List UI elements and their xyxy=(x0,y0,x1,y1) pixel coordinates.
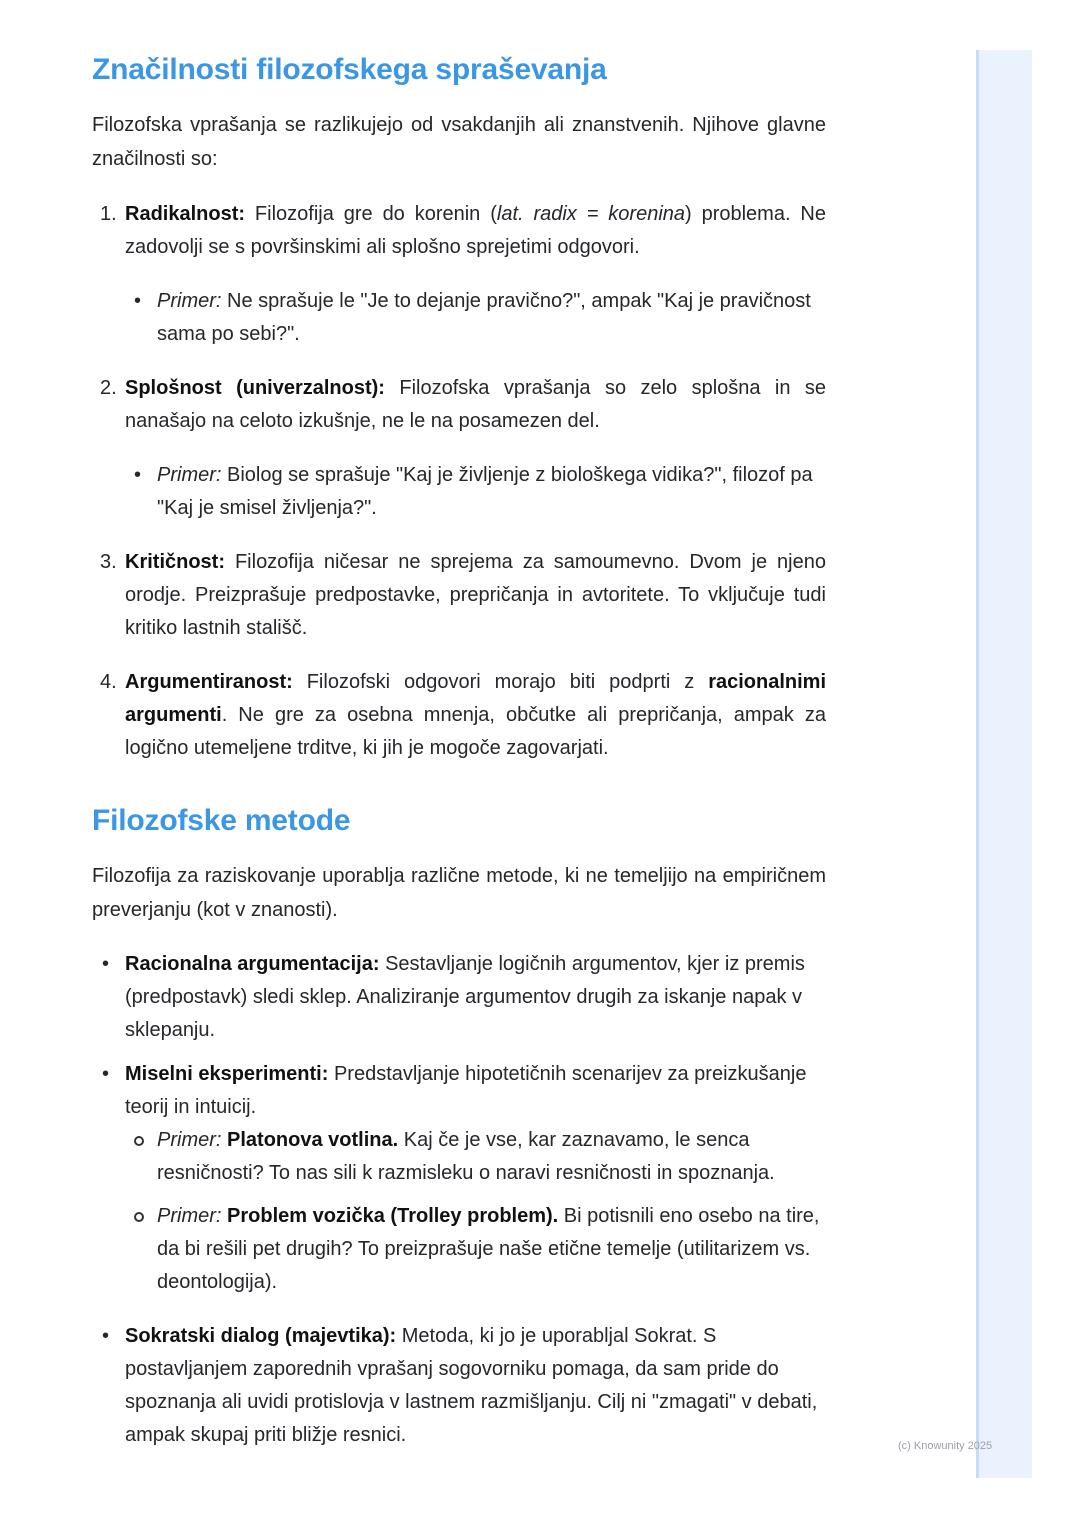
list-item-sokratski-dialog: • Sokratski dialog (majevtika): Metoda, ki jo je uporabljal Sokrat. S postavljanjem zaporednih vprašanj sogovorniku pomaga, da sam pride do spoznanja ali uvidi protislovja v lastnem razmišljanju. Cilj ni "zmagati" v debati, ampak skupaj priti bližje resnici. xyxy=(92,1320,826,1452)
list-item-splosnost: 2. Splošnost (univerzalnost): Filozofska vprašanja so zelo splošna in se nanašajo na celoto izkušnje, ne le na posamezen del. xyxy=(92,372,826,438)
list-item-miselni-eksperimenti: • Miselni eksperimenti: Predstavljanje hipotetičnih scenarijev za preizkušanje teorij in intuicij. xyxy=(92,1058,826,1124)
example-platonova-votlina: Primer: Platonova votlina. Kaj če je vse, kar zaznavamo, le senca resničnosti? To nas sili k razmisleku o naravi resničnosti in spoznanja. xyxy=(92,1124,826,1190)
item-lead: Radikalnost: xyxy=(125,203,246,225)
example-radikalnost: • Primer: Ne sprašuje le "Je to dejanje pravično?", ampak "Kaj je pravičnost sama po sebi?". xyxy=(92,285,826,351)
bullet-icon: • xyxy=(134,464,142,486)
item-lead: Argumentiranost: xyxy=(125,671,293,693)
document-page xyxy=(92,50,826,1452)
item-lead: Kritičnost: xyxy=(125,551,225,573)
section-intro-methods: Filozofija za raziskovanje uporablja različne metode, ki ne temeljijo na empiričnem preverjanju (kot v znanosti). xyxy=(92,865,826,921)
example-problem-vozicka: Primer: Problem vozička (Trolley problem). Bi potisnili eno osebo na tire, da bi rešili pet drugih? To preizprašuje naše etične temelje (utilitarizem vs. deontologija). xyxy=(92,1200,826,1299)
bullet-icon: • xyxy=(134,290,142,312)
side-panel xyxy=(976,50,1032,1478)
list-item-racionalna-argumentacija: • Racionalna argumentacija: Sestavljanje logičnih argumentov, kjer iz premis (predpostavk) sledi sklep. Analiziranje argumentov drugih za iskanje napak v sklepanju. xyxy=(92,948,826,1047)
list-number: 2. xyxy=(100,377,117,399)
list-number: 4. xyxy=(100,671,117,693)
bullet-icon: • xyxy=(102,953,110,975)
section-title-characteristics: Značilnosti filozofskega spraševanja xyxy=(92,53,607,86)
section-intro-characteristics: Filozofska vprašanja se razlikujejo od vsakdanjih ali znanstvenih. Njihove glavne značilnosti so: xyxy=(92,114,826,170)
copyright-footer: (c) Knowunity 2025 xyxy=(898,1440,993,1452)
item-lead: Racionalna argumentacija: xyxy=(125,953,380,975)
item-lead: Sokratski dialog (majevtika): xyxy=(125,1325,397,1347)
list-number: 1. xyxy=(100,203,117,225)
example-splosnost: • Primer: Biolog se sprašuje "Kaj je življenje z biološkega vidika?", filozof pa "Kaj je smisel življenja?". xyxy=(92,459,826,525)
circle-bullet-icon xyxy=(134,1212,144,1222)
list-item-radikalnost: 1. Radikalnost: Filozofija gre do korenin (lat. radix = korenina) problema. Ne zadovolji se s površinskimi ali splošno sprejetimi odgovori. xyxy=(92,198,826,264)
section-title-methods: Filozofske metode xyxy=(92,804,351,837)
item-lead: Miselni eksperimenti: xyxy=(125,1063,329,1085)
bullet-icon: • xyxy=(102,1063,110,1085)
circle-bullet-icon xyxy=(134,1136,144,1146)
list-item-argumentiranost: 4. Argumentiranost: Filozofski odgovori morajo biti podprti z racionalnimi argumenti. Ne gre za osebna mnenja, občutke ali prepričanja, ampak za logično utemeljene trditve, ki jih je mogoče zagovarjati. xyxy=(92,666,826,765)
list-item-kriticnost: 3. Kritičnost: Filozofija ničesar ne sprejema za samoumevno. Dvom je njeno orodje. Preizprašuje predpostavke, prepričanja in avtoritete. To vključuje tudi kritiko lastnih stališč. xyxy=(92,546,826,645)
bullet-icon: • xyxy=(102,1325,110,1347)
item-lead: Splošnost (univerzalnost): xyxy=(125,377,385,399)
list-number: 3. xyxy=(100,551,117,573)
